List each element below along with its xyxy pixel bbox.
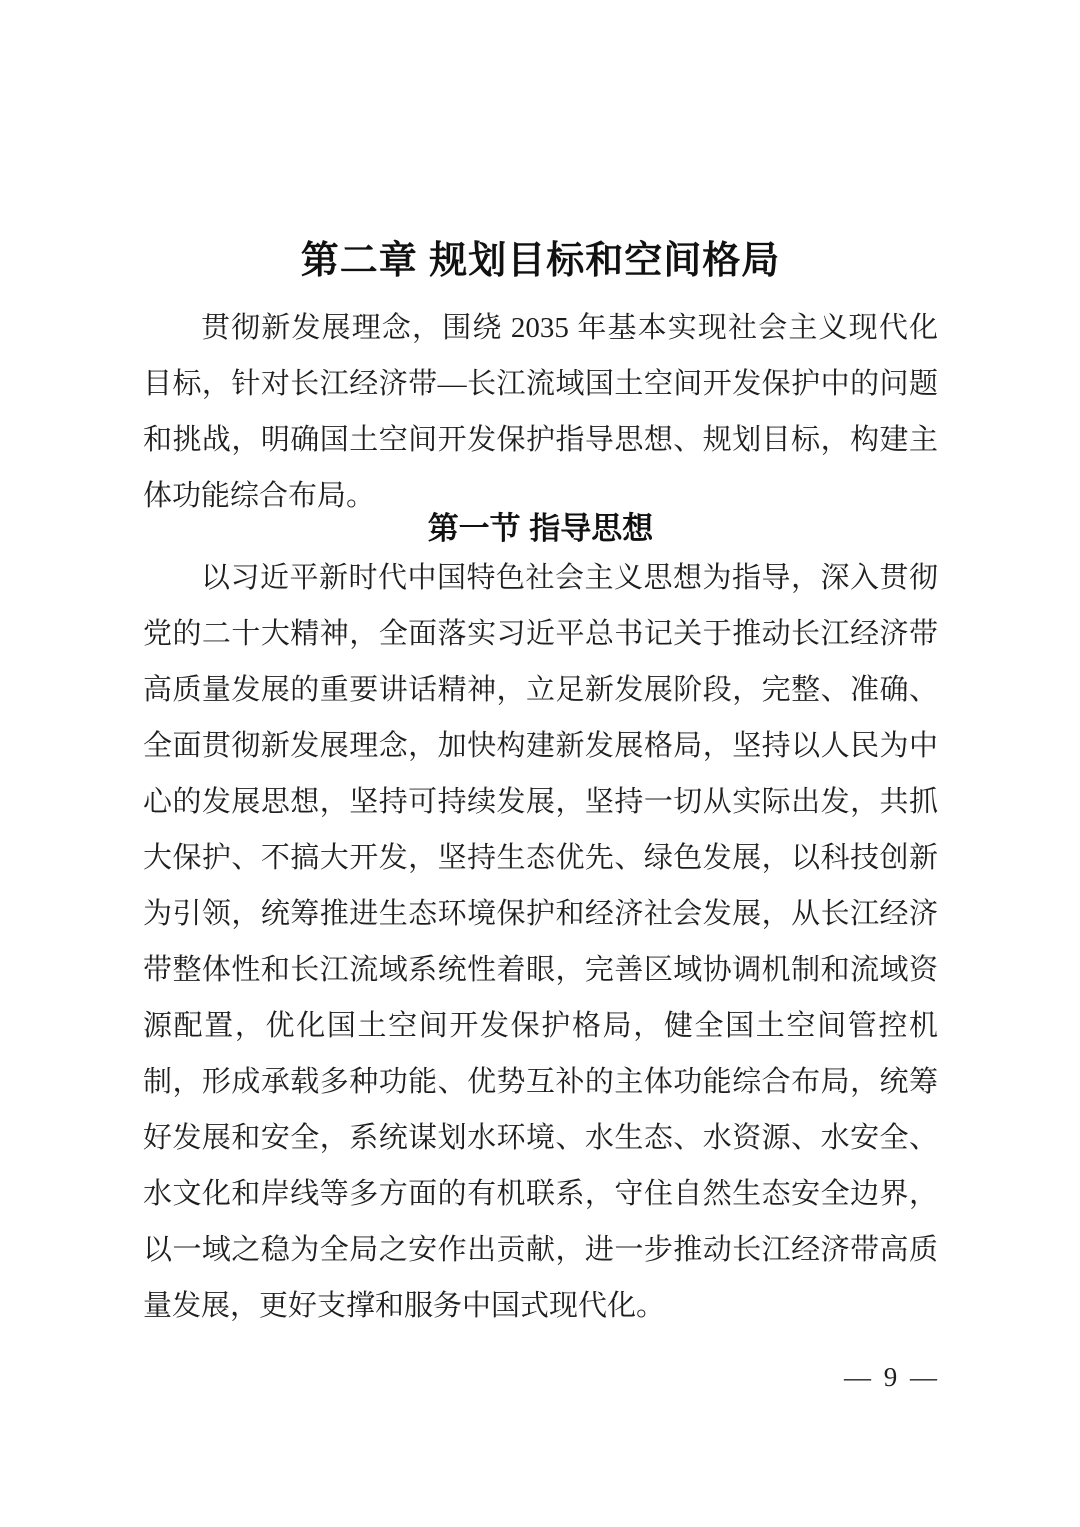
page-number: — 9 —: [844, 1362, 940, 1392]
intro-paragraph: [143, 300, 938, 524]
chapter-title: 第二章 规划目标和空间格局: [300, 240, 781, 283]
section-title: 第一节 指导思想: [427, 510, 654, 546]
guiding-ideology-paragraph: [143, 550, 938, 1334]
guiding-ideology-paragraph-text: 以习近平新时代中国特色社会主义思想为指导，深入贯彻党的二十大精神，全面落实习近平总书记关于推动长江经济带高质量发展的重要讲话精神，立足新发展阶段，完整、准确、全面贯彻新发展理念，加快构建新发展格局，坚持以人民为中心的发展思想，坚持可持续发展，坚持一切从实际出发，共抓大保护、不搞大开发，坚持生态优先、绿色发展，以科技创新为引领，统筹推进生态环境保护和经济社会发展，从长江经济带整体性和长江流域系统性着眼，完善区域协调机制和流域资源配置，优化国土空间开发保护格局，健全国土空间管控机制，形成承载多种功能、优势互补的主体功能综合布局，统筹好发展和安全，系统谋划水环境、水生态、水资源、水安全、水文化和岸线等多方面的有机联系，守住自然生态安全边界，以一域之稳为全局之安作出贡献，进一步推动长江经济带高质量发展，更好支撑和服务中国式现代化。: [143, 562, 938, 1322]
intro-paragraph-text: 贯彻新发展理念，围绕 2035 年基本实现社会主义现代化目标，针对长江经济带—长江流域国土空间开发保护中的问题和挑战，明确国土空间开发保护指导思想、规划目标，构建主体功能综合布局。: [143, 312, 938, 512]
